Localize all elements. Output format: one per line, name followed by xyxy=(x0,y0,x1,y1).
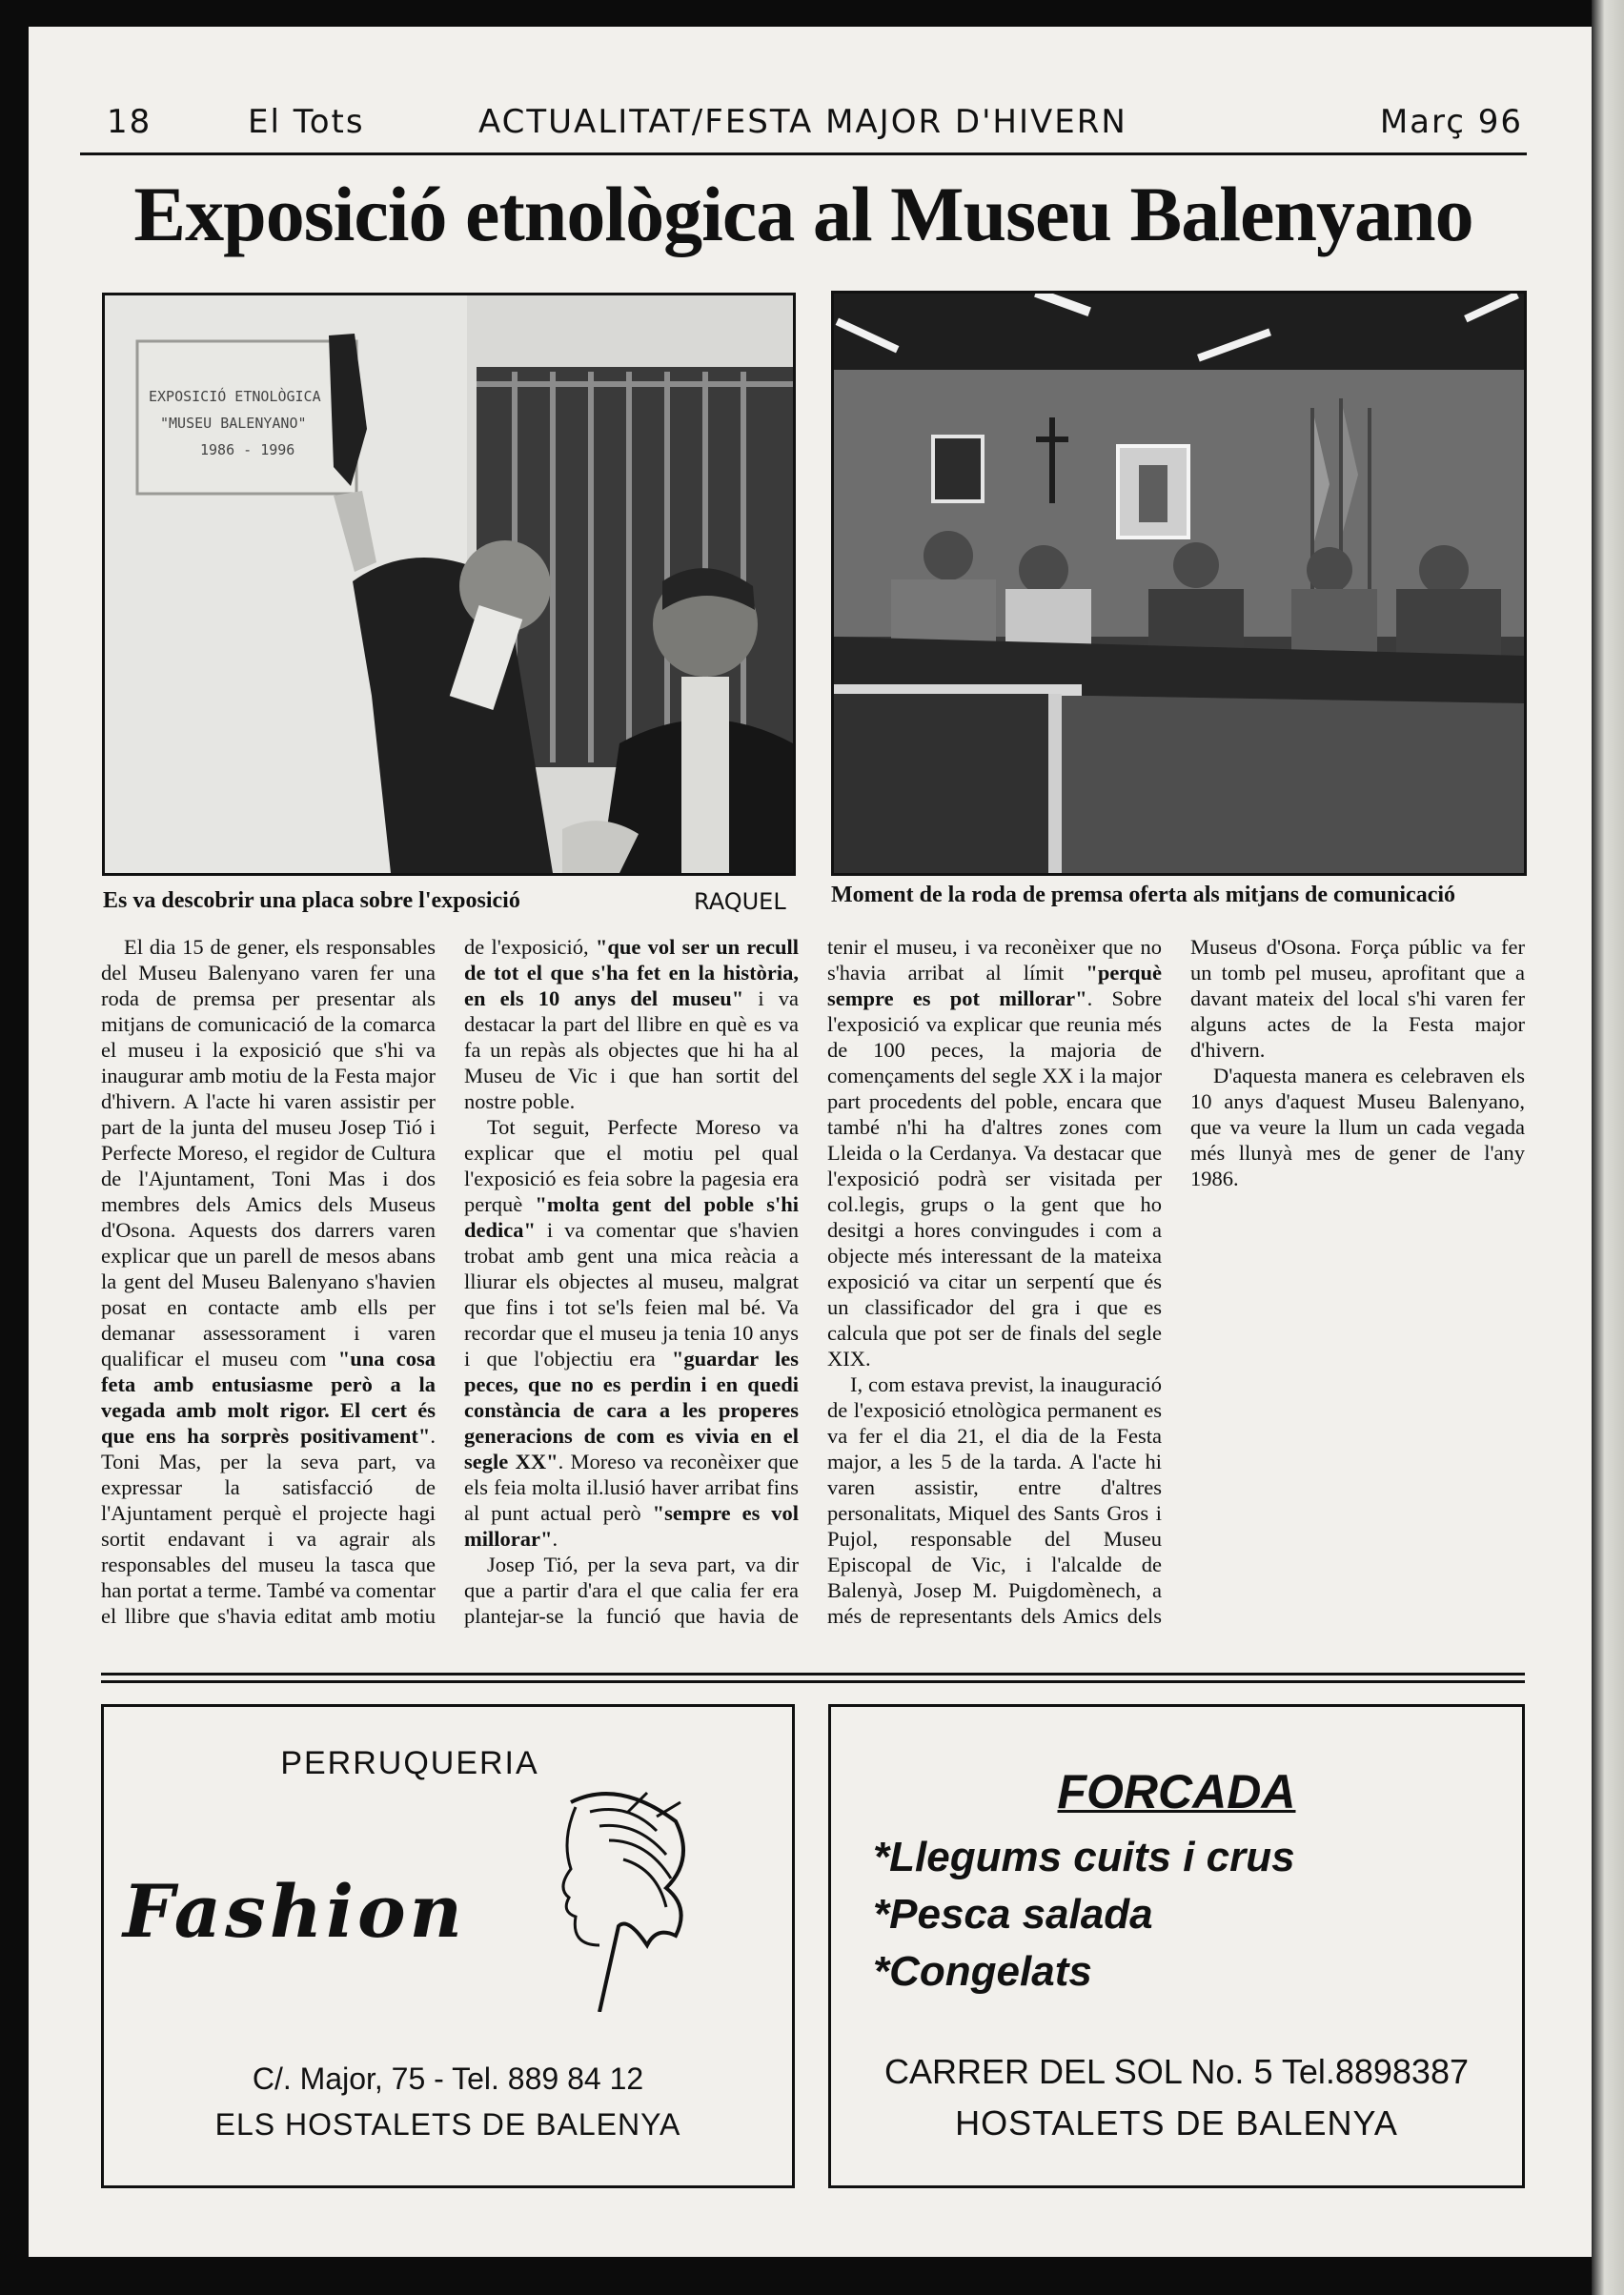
ad-fashion-heading: PERRUQUERIA xyxy=(280,1745,539,1781)
ad-forcada-town: HOSTALETS DE BALENYA xyxy=(955,2103,1398,2143)
ad-forcada-item: *Llegums cuits i crus xyxy=(873,1834,1295,1880)
article-body xyxy=(101,934,1525,1630)
article-paragraph-1: El dia 15 de gener, els responsables del Museu Balenyano varen fer una roda de premsa per presentar als mitjans de comunicació de la comarca el museu i la exposició que s'hi va inaugurar amb motiu de la Festa major d'hivern. A l'acte hi varen assistir per part de la junta del museu Josep Tió i Perfecte Moreso, el regidor de Cultura de l'Ajuntament, Toni Mas i dos membres dels Amics dels Museus d'Osona. Aquests dos darrers varen explicar que un parell de mesos abans la gent del Museu Balenyano s'havien posat en contacte amb ells per demanar assessorament i varen qualificar el museu com "una cosa feta amb entusiasme però a la vegada amb molt rigor. El cert és que ens ha sorprès positivament". Toni Mas, per la seva part, va expressar la satisfacció de l'Ajuntament perquè el projecte hagi sortit endavant i va agrair als responsables del museu la tasca que han portat a terme. També va comentar el llibre que s'havia editat amb motiu de l'exposició, "que vol ser un recull de tot el que s'ha fet en la història, en els 10 anys del museu" i va destacar la part del llibre en què es va fa un repàs als objectes que hi ha al Museu de Vic i que han sortit del nostre poble. xyxy=(101,935,799,1628)
plaque-line-1: EXPOSICIÓ ETNOLÒGICA xyxy=(149,388,321,405)
article-title: Exposició etnològica al Museu Balenyano xyxy=(133,171,1473,257)
photo1-caption: Es va descobrir una placa sobre l'exposició xyxy=(103,888,520,913)
ad-forcada-address: CARRER DEL SOL No. 5 Tel.8898387 xyxy=(884,2052,1469,2091)
plaque xyxy=(139,383,355,463)
page-number: 18 xyxy=(107,103,152,141)
article-paragraph-2: Tot seguit, Perfecte Moreso va explicar que el motiu pel qual l'exposició es feia sobre la pagesia era perquè "molta gent del poble s'hi dedica" i va comentar que s'havien trobat amb gent una mica reàcia a lliurar els objectes al museu, malgrat que fins i tot se'ls feien mal bé. Va recordar que el museu ja tenia 10 anys i que l'objectiu era "guardar les peces, que no es perdin i en quedi constància de cara a les properes generacions de com es vivia en el segle XX". Moreso va reconèixer que els feia molta il.lusió haver arribat fins al punt actual però "sempre es vol millorar". xyxy=(464,1115,799,1551)
article-paragraph-3: Josep Tió, per la seva part, va dir que a partir d'ara el que calia fer era plantejar-se la funció que havia de tenir el museu, i va reconèixer que no s'havia arribat al límit "perquè sempre es pot millorar". Sobre l'exposició va explicar que reunia més de 100 peces, la majoria de començaments del segle XX i la major part procedents del poble, encara que també n'hi ha d'altres zones com Lleida o la Cerdanya. Va destacar que l'exposició podrà ser visitada per col.legis, grups o la gent que ho desitgi a hores convingudes i com a objecte més interessant de la mateixa exposició va citar un serpentí que és un classificador del gra i que es calcula que pot ser de finals del segle XIX. xyxy=(464,935,1163,1628)
photo-plaque-unveiling xyxy=(102,293,796,876)
ad-fashion-address: C/. Major, 75 - Tel. 889 84 12 xyxy=(252,2061,644,2096)
ad-forcada-name: FORCADA xyxy=(1057,1765,1296,1818)
ad-forcada-item: *Congelats xyxy=(873,1948,1092,1995)
photo1-credit: RAQUEL xyxy=(694,888,786,915)
ad-forcada-item: *Pesca salada xyxy=(873,1891,1153,1938)
issue-date: Març 96 xyxy=(1379,103,1523,141)
page-spine xyxy=(1592,0,1624,2295)
plaque-line-2: "MUSEU BALENYANO" xyxy=(160,415,307,432)
publication-name: El Tots xyxy=(248,103,365,141)
photo2-caption: Moment de la roda de premsa oferta als mitjans de comunicació xyxy=(831,883,1456,907)
divider-rule-bottom xyxy=(101,1680,1525,1683)
press-conference-illustration xyxy=(834,294,1524,873)
ad-forcada-items xyxy=(873,1829,1295,2001)
plaque-photo-illustration xyxy=(105,295,793,873)
section-name: ACTUALITAT/FESTA MAJOR D'HIVERN xyxy=(478,103,1127,141)
page-header xyxy=(80,76,1527,155)
woman-profile-logo xyxy=(533,1783,695,2012)
divider-rule-top xyxy=(101,1673,1525,1676)
ad-perruqueria-fashion xyxy=(101,1704,795,2188)
article-paragraph-4: I, com estava previst, la inauguració de l'exposició etnològica permanent es va fer el dia 21, el dia de la Festa major, a les 5 de la tarda. A l'acte hi varen assistir, entre d'altres personalitats, Miquel des Sants Gros i Pujol, responsable del Museu Episcopal de Vic, i l'alcalde de Balenyà, Josep M. Puigdomènech, a més de representants dels Amics dels Museus d'Osona. Força públic va fer un tomb pel museu, aprofitant que a davant mateix del local s'hi varen fer alguns actes de la Festa major d'hivern. xyxy=(827,935,1525,1628)
photo-press-conference xyxy=(831,291,1527,876)
ad-forcada xyxy=(828,1704,1525,2188)
ad-fashion-name: Fashion xyxy=(123,1869,466,1954)
article-paragraph-5: D'aquesta manera es celebraven els 10 anys d'aquest Museu Balenyano, que va veure la llum un cada vegada més llunyà mes de gener de l'any 1986. xyxy=(1190,1064,1525,1190)
ad-fashion-town: ELS HOSTALETS DE BALENYA xyxy=(214,2107,681,2142)
plaque-line-3: 1986 - 1996 xyxy=(200,441,295,458)
